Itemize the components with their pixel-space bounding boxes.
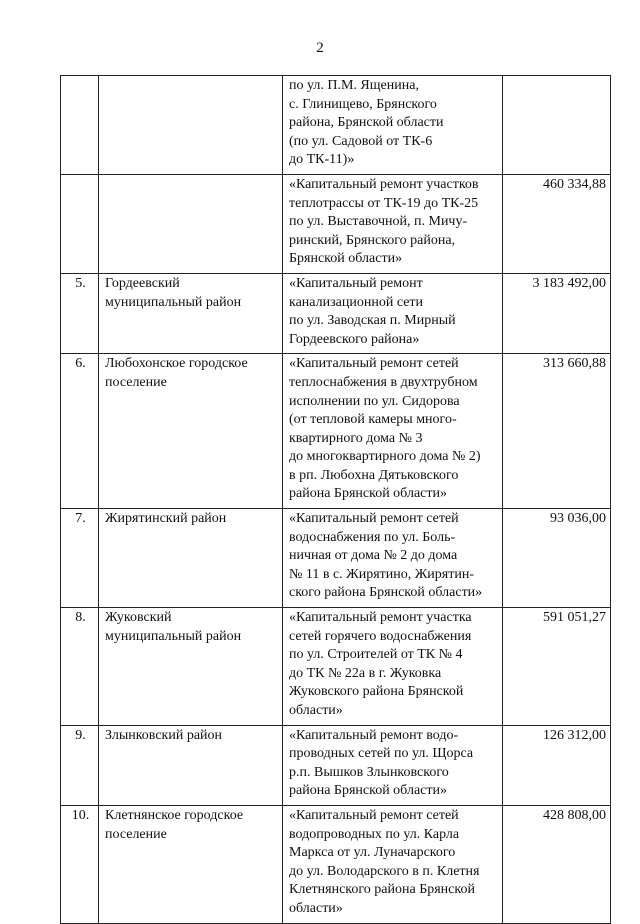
amount-cell: 3 183 492,00: [503, 273, 611, 353]
municipality-cell: Клетнянское городское поселение: [99, 805, 283, 923]
object-cell: «Капитальный ремонт водо- проводных сетей по ул. Щорса р.п. Вышков Злынковского района Брянской области»: [283, 725, 503, 805]
row-number-cell: 10.: [61, 805, 99, 923]
row-number-cell: 6.: [61, 354, 99, 509]
row-number-cell: [61, 76, 99, 175]
municipality-cell: Злынковский район: [99, 725, 283, 805]
municipality-cell: Жуковский муниципальный район: [99, 608, 283, 726]
page-number: 2: [316, 40, 324, 56]
row-number-cell: 7.: [61, 509, 99, 608]
municipality-cell: Гордеевский муниципальный район: [99, 273, 283, 353]
table-row: [61, 354, 611, 509]
municipality-cell: [99, 76, 283, 175]
object-cell: «Капитальный ремонт сетей водопроводных по ул. Карла Маркса от ул. Луначарского до ул. Володарского в п. Клетня Клетнянского района Брянской области»: [283, 805, 503, 923]
table-row: [61, 805, 611, 923]
amount-cell: 460 334,88: [503, 174, 611, 273]
amount-cell: 313 660,88: [503, 354, 611, 509]
table-row: [61, 509, 611, 608]
table-row: [61, 725, 611, 805]
object-cell: «Капитальный ремонт сетей водоснабжения по ул. Боль- ничная от дома № 2 до дома № 11 в с. Жирятино, Жирятин- ского района Брянской области»: [283, 509, 503, 608]
amount-cell: 428 808,00: [503, 805, 611, 923]
row-number-cell: 8.: [61, 608, 99, 726]
row-number-cell: 9.: [61, 725, 99, 805]
table-row: [61, 273, 611, 353]
amount-cell: 93 036,00: [503, 509, 611, 608]
object-cell: «Капитальный ремонт участков теплотрассы от ТК-19 до ТК-25 по ул. Выставочной, п. Мичу- ринский, Брянского района, Брянской области»: [283, 174, 503, 273]
amount-cell: 126 312,00: [503, 725, 611, 805]
repair-objects-table: [60, 75, 611, 924]
municipality-cell: Любохонское городское поселение: [99, 354, 283, 509]
table-row: [61, 608, 611, 726]
table-row: [61, 174, 611, 273]
object-cell: по ул. П.М. Ященина, с. Глинищево, Брянского района, Брянской области (по ул. Садовой от ТК-6 до ТК-11)»: [283, 76, 503, 175]
row-number-cell: 5.: [61, 273, 99, 353]
row-number-cell: [61, 174, 99, 273]
table-row: [61, 76, 611, 175]
municipality-cell: Жирятинский район: [99, 509, 283, 608]
object-cell: «Капитальный ремонт канализационной сети по ул. Заводская п. Мирный Гордеевского района»: [283, 273, 503, 353]
object-cell: «Капитальный ремонт участка сетей горячего водоснабжения по ул. Строителей от ТК № 4 до ТК № 22а в г. Жуковка Жуковского района Брянской области»: [283, 608, 503, 726]
amount-cell: [503, 76, 611, 175]
amount-cell: 591 051,27: [503, 608, 611, 726]
municipality-cell: [99, 174, 283, 273]
object-cell: «Капитальный ремонт сетей теплоснабжения в двухтрубном исполнении по ул. Сидорова (от тепловой камеры много- квартирного дома № 3 до многоквартирного дома № 2) в рп. Любохна Дятьковского района Брянской области»: [283, 354, 503, 509]
